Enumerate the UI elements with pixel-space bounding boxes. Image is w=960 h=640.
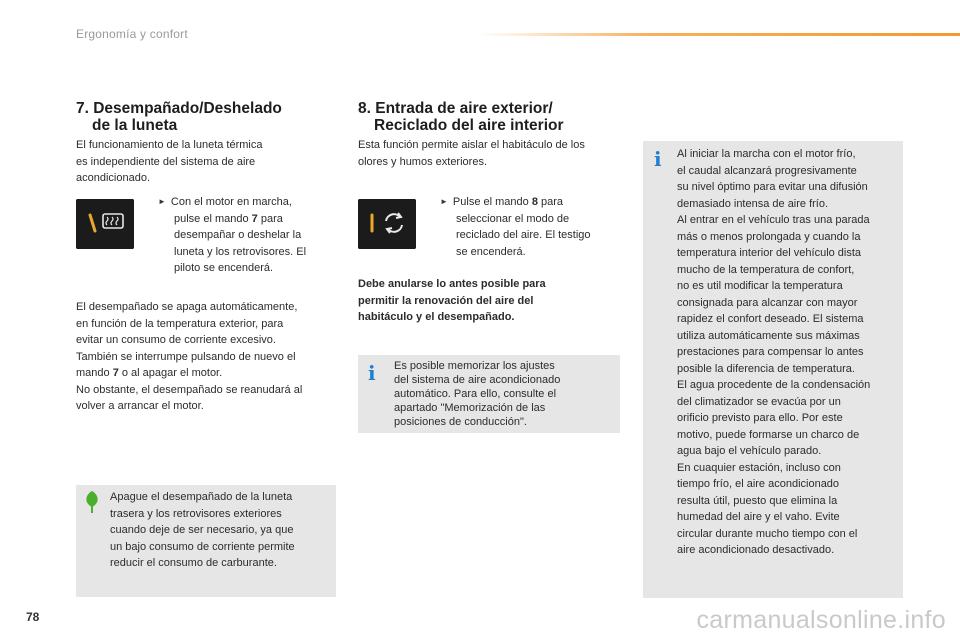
section-header: Ergonomía y confort bbox=[76, 27, 188, 41]
climate-info-text: Al iniciar la marcha con el motor frío, el caudal alcanzará progresivamente su nivel óptimo para evitar una difusión demasiado intensa de aire frío. Al entrar en el vehículo tras una parada más o menos prolongada y cuando la temperatura interior del vehículo dista mucho de la temperatura de confort, no es util modificar la temperatura consignada para alcanzar con mayor rapidez el confort deseado. El sistema utiliza automáticamente sus máximas prestaciones para compensar lo antes posible la diferencia de temperatura. El agua procedente de la condensación del climatizador se evacúa por un orificio previsto para ello. Por este motivo, puede formarse un charco de agua bajo el vehículo parado. En cuaquier estación, incluso con tiempo frío, el aire acondicionado resulta útil, puesto que elimina la humedad del aire y el vaho. Evite circular durante mucho tiempo con el aire acondicionado desactivado. bbox=[677, 148, 871, 556]
section-7-title: 7. Desempañado/Deshelado de la luneta bbox=[76, 100, 282, 134]
recirculation-warning: Debe anularse lo antes posible para permitir la renovación del aire del habitáculo y el desempañado. bbox=[358, 278, 546, 323]
rear-defrost-icon bbox=[76, 199, 134, 249]
section-7-intro: El funcionamiento de la luneta térmica es independiente del sistema de aire acondicionado. bbox=[76, 139, 263, 184]
bullet-arrow-icon: ► bbox=[440, 197, 448, 206]
header-accent-bar bbox=[480, 33, 960, 36]
eco-tip-box bbox=[76, 485, 336, 597]
section-7-paragraph: El desempañado se apaga automáticamente, en función de la temperatura exterior, para evitar un consumo de corriente excesivo. También se interrumpe pulsando de nuevo el mando 7 o al apagar el motor. No obstante, el desempañado se reanudará al volver a arrancar el motor. bbox=[76, 301, 303, 412]
info-icon: i bbox=[654, 147, 662, 171]
section-8-instruction: ► Pulse el mando 8 para seleccionar el modo de reciclado del aire. El testigo se encenderá. bbox=[440, 196, 591, 258]
climate-info-box bbox=[643, 141, 903, 598]
memorization-info-box bbox=[358, 355, 620, 433]
air-recirculation-icon bbox=[358, 199, 416, 249]
rear-defrost-button-image bbox=[76, 199, 134, 249]
memorization-info-text: Es posible memorizar los ajustes del sistema de aire acondicionado automático. Para ello, consulte el apartado "Memorización de las posiciones de conducción". bbox=[394, 360, 561, 428]
page-number: 78 bbox=[26, 610, 40, 624]
section-7-instruction: ► Con el motor en marcha, pulse el mando 7 para desempañar o deshelar la luneta y los retrovisores. El piloto se encenderá. bbox=[158, 196, 307, 274]
section-8-intro: Esta función permite aislar el habitáculo de los olores y humos exteriores. bbox=[358, 139, 585, 168]
section-8-title: 8. Entrada de aire exterior/ Reciclado del aire interior bbox=[358, 100, 564, 134]
eco-leaf-icon bbox=[82, 490, 102, 514]
bullet-arrow-icon: ► bbox=[158, 197, 166, 206]
watermark: carmanualsonline.info bbox=[696, 606, 946, 634]
air-recirculation-button-image bbox=[358, 199, 416, 249]
info-icon: i bbox=[368, 361, 376, 385]
eco-tip-text: Apague el desempañado de la luneta trasera y los retrovisores exteriores cuando deje de ser necesario, ya que un bajo consumo de corriente permite reducir el consumo de carburante. bbox=[110, 491, 295, 569]
